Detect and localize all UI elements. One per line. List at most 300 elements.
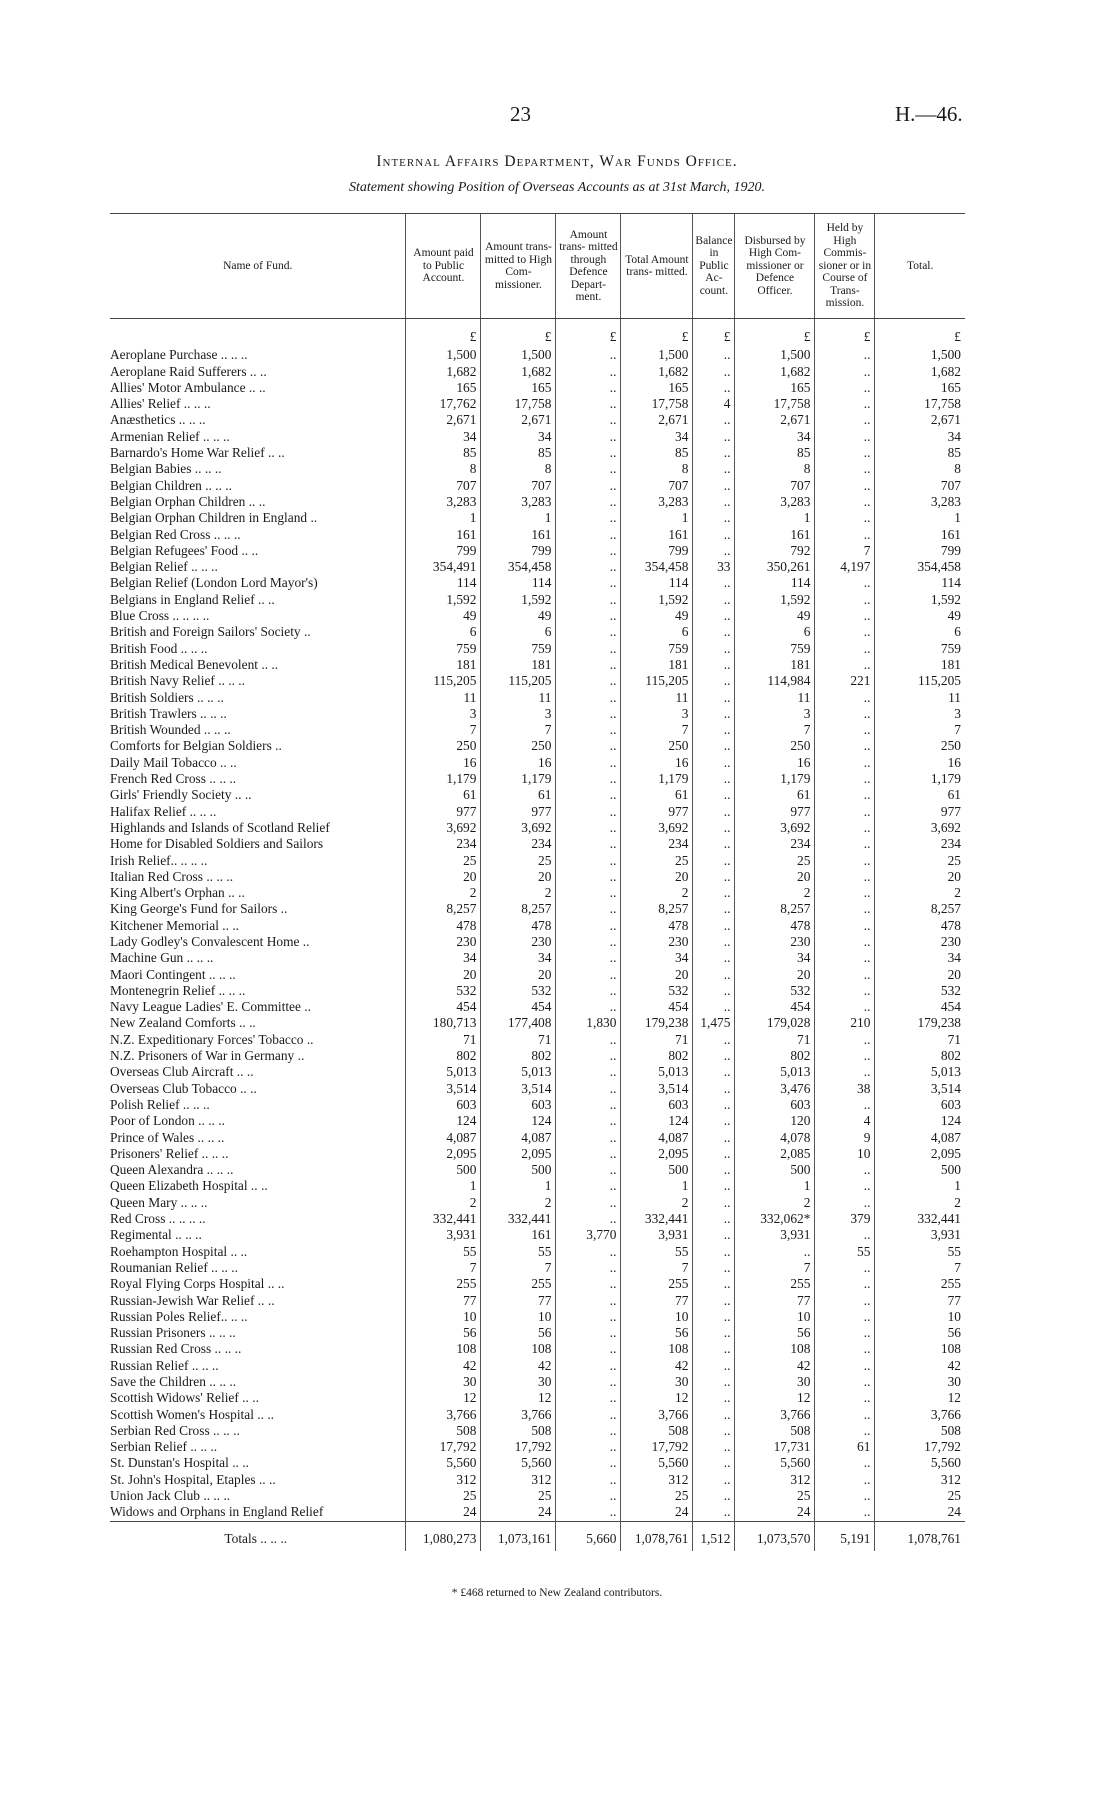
table-row [110,657,965,673]
amount-cell: .. [693,673,735,689]
amount-cell: 2 [406,1195,481,1211]
amount-cell: .. [556,1472,621,1488]
amount-cell: .. [556,1178,621,1194]
amount-cell: 24 [735,1504,815,1521]
table-row [110,738,965,754]
amount-cell: .. [693,364,735,380]
amount-cell: 8 [621,461,693,477]
amount-cell: 6 [621,624,693,640]
amount-cell: 165 [481,380,556,396]
amount-cell: .. [815,1048,875,1064]
amount-cell: .. [556,755,621,771]
amount-cell: 177,408 [481,1015,556,1031]
table-row [110,641,965,657]
amount-cell: 56 [875,1325,965,1341]
amount-cell: .. [693,1064,735,1080]
unit-cell: £ [735,319,815,348]
amount-cell: 350,261 [735,559,815,575]
amount-cell: .. [693,527,735,543]
amount-cell: .. [556,347,621,363]
amount-cell: 71 [621,1032,693,1048]
amount-cell: 20 [406,869,481,885]
fund-name-cell: Union Jack Club .. .. .. [110,1488,231,1504]
amount-cell: 56 [481,1325,556,1341]
fund-name-cell: Russian Prisoners .. .. .. [110,1325,236,1341]
amount-cell: 332,441 [875,1211,965,1227]
amount-cell: 2,671 [875,412,965,428]
amount-cell: 3,514 [481,1081,556,1097]
amount-cell: 4 [815,1113,875,1129]
amount-cell: .. [815,624,875,640]
column-header: Balance in Public Ac- count. [693,214,735,319]
amount-cell: 55 [481,1244,556,1260]
amount-cell: 12 [621,1390,693,1406]
amount-cell: .. [815,1032,875,1048]
fund-name-cell: King Albert's Orphan .. .. [110,885,245,901]
amount-cell: 7 [481,1260,556,1276]
amount-cell: .. [693,1390,735,1406]
amount-cell: 454 [481,999,556,1015]
amount-cell: 1,179 [621,771,693,787]
amount-cell: 1,592 [406,592,481,608]
amount-cell: 6 [875,624,965,640]
amount-cell: 7 [406,1260,481,1276]
table-row [110,967,965,983]
table-row [110,1178,965,1194]
amount-cell: .. [815,836,875,852]
amount-cell: .. [815,738,875,754]
amount-cell: 124 [621,1113,693,1129]
amount-cell: 7 [815,543,875,559]
amount-cell: 3,514 [406,1081,481,1097]
amount-cell: .. [693,575,735,591]
amount-cell: 532 [481,983,556,999]
amount-cell: 181 [875,657,965,673]
table-row [110,1130,965,1146]
amount-cell: 25 [735,1488,815,1504]
table-row [110,706,965,722]
amount-cell: 4,087 [406,1130,481,1146]
amount-cell: 1,682 [481,364,556,380]
amount-cell: 7 [406,722,481,738]
amount-cell: 34 [406,429,481,445]
amount-cell: 2,085 [735,1146,815,1162]
amount-cell: .. [693,1472,735,1488]
table-row [110,1260,965,1276]
totals-cell: 1,073,570 [735,1521,815,1551]
amount-cell: 1,500 [621,347,693,363]
fund-name-cell: Belgian Relief .. .. .. [110,559,218,575]
amount-cell: .. [815,396,875,412]
fund-name-cell: Belgian Refugees' Food .. .. [110,542,259,558]
amount-cell: 3,692 [621,820,693,836]
amount-cell: 8 [481,461,556,477]
amount-cell: .. [556,787,621,803]
amount-cell: 454 [875,999,965,1015]
fund-name-cell: Save the Children .. .. .. [110,1374,237,1389]
fund-name-cell: British Soldiers .. .. .. [110,689,224,705]
amount-cell: 24 [406,1504,481,1521]
amount-cell: 2 [735,885,815,901]
fund-name-cell: Lady Godley's Convalescent Home .. [110,933,310,949]
amount-cell: .. [815,608,875,624]
amount-cell: 12 [481,1390,556,1406]
table-row [110,527,965,543]
table-row [110,950,965,966]
amount-cell: .. [556,967,621,983]
amount-cell: .. [556,364,621,380]
fund-name-cell: St. Dunstan's Hospital .. .. [110,1455,249,1471]
table-row [110,1048,965,1064]
fund-name-cell: Russian Relief .. .. .. [110,1357,219,1373]
amount-cell: 255 [481,1276,556,1292]
amount-cell: .. [693,445,735,461]
table-row [110,1162,965,1178]
amount-cell: 3,283 [406,494,481,510]
amount-cell: 312 [735,1472,815,1488]
amount-cell: 792 [735,543,815,559]
amount-cell: 2 [735,1195,815,1211]
amount-cell: .. [815,1390,875,1406]
amount-cell: 165 [875,380,965,396]
amount-cell: .. [815,592,875,608]
fund-name-cell: New Zealand Comforts .. .. [110,1015,256,1031]
amount-cell: .. [693,1260,735,1276]
amount-cell: 1,682 [875,364,965,380]
amount-cell: .. [815,445,875,461]
amount-cell: 332,062* [735,1211,815,1227]
amount-cell: 977 [875,804,965,820]
fund-name-cell: Maori Contingent .. .. .. [110,966,236,982]
table-row [110,445,965,461]
amount-cell: 17,792 [406,1439,481,1455]
amount-cell: 115,205 [875,673,965,689]
amount-cell: .. [815,461,875,477]
amount-cell: 161 [481,527,556,543]
table-row [110,1081,965,1097]
fund-name-cell: Daily Mail Tobacco .. .. [110,754,237,770]
amount-cell: .. [556,1325,621,1341]
amount-cell: 8,257 [621,901,693,917]
amount-cell: 108 [735,1341,815,1357]
fund-name-cell: Irish Relief.. .. .. .. [110,852,208,868]
amount-cell: 12 [875,1390,965,1406]
amount-cell: 2,095 [406,1146,481,1162]
amount-cell: .. [556,396,621,412]
amount-cell: .. [693,1130,735,1146]
amount-cell: .. [556,738,621,754]
table-row [110,1195,965,1211]
amount-cell: 1 [621,510,693,526]
fund-name-cell: Scottish Women's Hospital .. .. [110,1406,275,1422]
unit-cell: £ [406,319,481,348]
fund-name-cell: Roumanian Relief .. .. .. [110,1259,238,1275]
fund-name-cell: Anæsthetics .. .. .. [110,412,206,428]
amount-cell: 230 [406,934,481,950]
amount-cell: 30 [735,1374,815,1390]
amount-cell: .. [693,999,735,1015]
amount-cell: .. [815,1423,875,1439]
amount-cell: 17,758 [875,396,965,412]
amount-cell: 4,197 [815,559,875,575]
fund-name-cell: Widows and Orphans in England Relief [110,1504,324,1520]
amount-cell: .. [693,1244,735,1260]
amount-cell: .. [693,1048,735,1064]
amount-cell: 3,692 [875,820,965,836]
amount-cell: 500 [481,1162,556,1178]
amount-cell: .. [693,478,735,494]
amount-cell: 42 [735,1358,815,1374]
unit-cell: £ [815,319,875,348]
amount-cell: 1,475 [693,1015,735,1031]
table-row [110,934,965,950]
fund-name-cell: Belgian Children .. .. .. [110,477,232,493]
amount-cell: 115,205 [481,673,556,689]
amount-cell: 25 [875,1488,965,1504]
amount-cell: 354,491 [406,559,481,575]
amount-cell: .. [556,461,621,477]
fund-name-cell: British and Foreign Sailors' Society .. [110,624,311,640]
amount-cell: 5,013 [406,1064,481,1080]
amount-cell: 42 [875,1358,965,1374]
fund-name-cell: Kitchener Memorial .. .. [110,917,240,933]
amount-cell: 802 [735,1048,815,1064]
fund-name-cell: St. John's Hospital, Etaples .. .. [110,1471,276,1487]
amount-cell: 124 [481,1113,556,1129]
amount-cell: 802 [875,1048,965,1064]
amount-cell: 1,592 [481,592,556,608]
amount-cell: 5,560 [406,1455,481,1471]
amount-cell: 56 [621,1325,693,1341]
amount-cell: .. [556,1195,621,1211]
amount-cell: 5,560 [481,1455,556,1471]
amount-cell: 6 [406,624,481,640]
table-row [110,1358,965,1374]
amount-cell: .. [693,1358,735,1374]
amount-cell: 3 [875,706,965,722]
amount-cell: 707 [481,478,556,494]
amount-cell: .. [556,983,621,999]
amount-cell: 5,560 [735,1455,815,1471]
amount-cell: .. [693,1081,735,1097]
amount-cell: 20 [481,869,556,885]
fund-name-cell: Queen Alexandra .. .. .. [110,1162,234,1178]
table-row [110,853,965,869]
amount-cell: .. [693,1276,735,1292]
amount-cell: 799 [875,543,965,559]
amount-cell: 124 [406,1113,481,1129]
fund-name-cell: N.Z. Prisoners of War in Germany .. [110,1048,305,1064]
amount-cell: 179,238 [875,1015,965,1031]
amount-cell: 34 [621,429,693,445]
amount-cell: .. [693,771,735,787]
amount-cell: 85 [406,445,481,461]
amount-cell: 25 [481,853,556,869]
amount-cell: 20 [481,967,556,983]
amount-cell: .. [693,1178,735,1194]
table-row [110,1097,965,1113]
amount-cell: 5,013 [481,1064,556,1080]
table-row [110,901,965,917]
table-row [110,494,965,510]
amount-cell: .. [815,1309,875,1325]
amount-cell: 20 [406,967,481,983]
amount-cell: 8,257 [735,901,815,917]
amount-cell: 61 [875,787,965,803]
amount-cell: 2 [875,885,965,901]
amount-cell: 221 [815,673,875,689]
amount-cell: 312 [406,1472,481,1488]
amount-cell: .. [693,1439,735,1455]
amount-cell: 2,095 [621,1146,693,1162]
table-row [110,1276,965,1292]
amount-cell: 77 [621,1293,693,1309]
table-row [110,1146,965,1162]
fund-name-cell: Prince of Wales .. .. .. [110,1129,225,1145]
amount-cell: .. [556,380,621,396]
amount-cell: 3,931 [621,1227,693,1243]
amount-cell: .. [815,1162,875,1178]
amount-cell: .. [815,527,875,543]
table-row [110,592,965,608]
amount-cell: .. [556,1130,621,1146]
amount-cell: 4,087 [875,1130,965,1146]
fund-name-cell: N.Z. Expeditionary Forces' Tobacco .. [110,1031,314,1047]
amount-cell: .. [815,755,875,771]
fund-name-cell: Belgian Orphan Children in England .. [110,510,318,526]
amount-cell: 24 [481,1504,556,1521]
amount-cell: 1 [481,510,556,526]
amount-cell: .. [815,364,875,380]
amount-cell: .. [693,1341,735,1357]
amount-cell: 34 [875,429,965,445]
amount-cell: .. [556,1244,621,1260]
table-row [110,820,965,836]
amount-cell: 4,078 [735,1130,815,1146]
amount-cell: 234 [735,836,815,852]
amount-cell: 379 [815,1211,875,1227]
amount-cell: 210 [815,1015,875,1031]
amount-cell: .. [815,1341,875,1357]
amount-cell: .. [815,657,875,673]
amount-cell: .. [556,1358,621,1374]
amount-cell: 6 [735,624,815,640]
table-row [110,690,965,706]
amount-cell: 8 [735,461,815,477]
column-header: Total. [875,214,965,319]
amount-cell: 332,441 [621,1211,693,1227]
column-header: Name of Fund. [110,214,406,319]
table-row [110,755,965,771]
amount-cell: 3,931 [735,1227,815,1243]
amount-cell: .. [815,1260,875,1276]
amount-cell: .. [693,1504,735,1521]
amount-cell: .. [693,1227,735,1243]
amount-cell: .. [693,706,735,722]
amount-cell: .. [693,1146,735,1162]
amount-cell: .. [815,478,875,494]
amount-cell: .. [556,1097,621,1113]
amount-cell: .. [556,853,621,869]
amount-cell: 354,458 [875,559,965,575]
amount-cell: 24 [875,1504,965,1521]
amount-cell: .. [815,1358,875,1374]
amount-cell: 1,830 [556,1015,621,1031]
amount-cell: 2,671 [621,412,693,428]
unit-cell: £ [693,319,735,348]
unit-cell: £ [481,319,556,348]
amount-cell: 977 [621,804,693,820]
amount-cell: 255 [735,1276,815,1292]
amount-cell: 30 [875,1374,965,1390]
amount-cell: 120 [735,1113,815,1129]
amount-cell: .. [556,1162,621,1178]
fund-name-cell: Aeroplane Raid Sufferers .. .. [110,363,267,379]
totals-cell: 1,512 [693,1521,735,1551]
amount-cell: 114 [481,575,556,591]
unit-cell [110,319,406,348]
amount-cell: 10 [621,1309,693,1325]
amount-cell: 707 [875,478,965,494]
table-row [110,364,965,380]
amount-cell: 799 [481,543,556,559]
amount-cell: 3 [735,706,815,722]
amount-cell: 1 [875,1178,965,1194]
amount-cell: 230 [875,934,965,950]
amount-cell: .. [693,901,735,917]
amount-cell: .. [815,934,875,950]
amount-cell: 20 [735,967,815,983]
fund-name-cell: Belgian Red Cross .. .. .. [110,526,241,542]
amount-cell: 250 [406,738,481,754]
amount-cell: .. [815,575,875,591]
amount-cell: .. [556,1081,621,1097]
table-row [110,1015,965,1031]
amount-cell: 17,792 [621,1439,693,1455]
amount-cell: .. [556,690,621,706]
amount-cell: 10 [406,1309,481,1325]
amount-cell: 5,013 [875,1064,965,1080]
amount-cell: 7 [735,722,815,738]
table-row [110,1064,965,1080]
fund-name-cell: Allies' Motor Ambulance .. .. [110,379,266,395]
table-row [110,918,965,934]
amount-cell: .. [815,1504,875,1521]
amount-cell: 234 [481,836,556,852]
amount-cell: 10 [815,1146,875,1162]
table-row [110,396,965,412]
unit-cell: £ [556,319,621,348]
amount-cell: .. [693,918,735,934]
table-row [110,1211,965,1227]
amount-cell: 11 [735,690,815,706]
unit-cell: £ [621,319,693,348]
amount-cell: 17,758 [621,396,693,412]
amount-cell: 255 [621,1276,693,1292]
amount-cell: 114 [406,575,481,591]
amount-cell: 30 [481,1374,556,1390]
amount-cell: .. [693,608,735,624]
fund-name-cell: Italian Red Cross .. .. .. [110,868,234,884]
amount-cell: 3,692 [481,820,556,836]
amount-cell: 20 [875,869,965,885]
fund-name-cell: Navy League Ladies' E. Committee .. [110,999,311,1015]
fund-name-cell: Russian Poles Relief.. .. .. [110,1308,248,1324]
amount-cell: .. [815,967,875,983]
amount-cell: 1 [481,1178,556,1194]
fund-name-cell: Queen Elizabeth Hospital .. .. [110,1178,268,1194]
table-row [110,412,965,428]
